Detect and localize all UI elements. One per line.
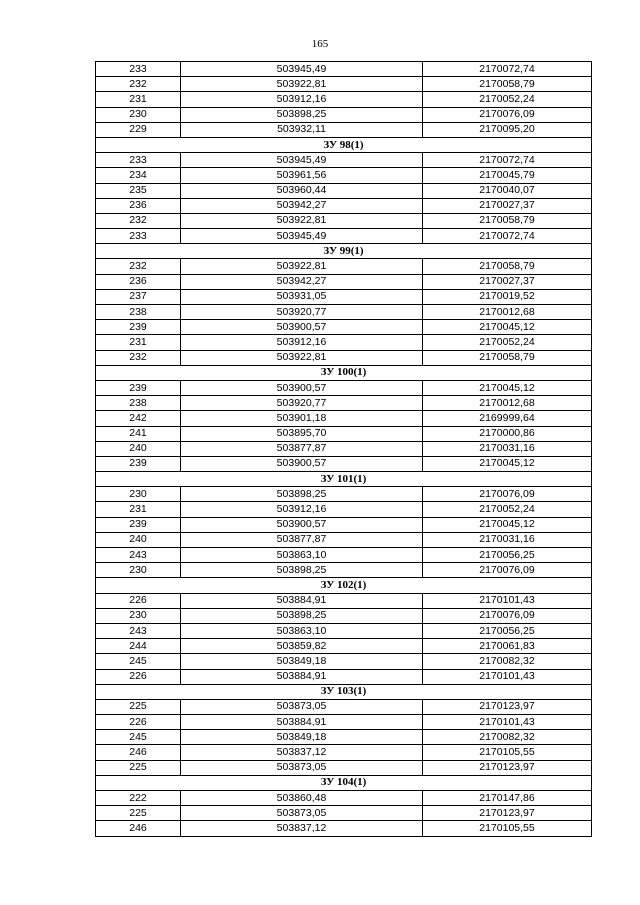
x-coordinate-cell: 503961,56 [181,168,423,183]
x-coordinate-cell: 503931,05 [181,289,423,304]
table-row [96,623,592,638]
x-coordinate-cell: 503898,25 [181,608,423,623]
x-coordinate-cell: 503900,57 [181,456,423,471]
point-number-cell: 232 [96,350,181,365]
y-coordinate-cell: 2170056,25 [423,548,592,563]
table-row [96,548,592,563]
y-coordinate-cell: 2170019,52 [423,289,592,304]
table-row [96,350,592,365]
y-coordinate-cell: 2170000,86 [423,426,592,441]
x-coordinate-cell: 503942,27 [181,198,423,213]
table-row [96,791,592,806]
table-row [96,229,592,244]
table-row [96,730,592,745]
x-coordinate-cell: 503945,49 [181,153,423,168]
point-number-cell: 230 [96,107,181,122]
point-number-cell: 225 [96,760,181,775]
table-row [96,107,592,122]
y-coordinate-cell: 2170058,79 [423,77,592,92]
coordinates-table-body [96,62,592,837]
y-coordinate-cell: 2170076,09 [423,563,592,578]
point-number-cell: 246 [96,745,181,760]
section-header-row [96,244,592,259]
table-row [96,380,592,395]
table-row [96,305,592,320]
y-coordinate-cell: 2170056,25 [423,623,592,638]
y-coordinate-cell: 2170076,09 [423,107,592,122]
y-coordinate-cell: 2170012,68 [423,305,592,320]
table-row [96,198,592,213]
x-coordinate-cell: 503898,25 [181,487,423,502]
table-row [96,259,592,274]
section-title: ЗУ 104(1) [96,775,592,790]
x-coordinate-cell: 503912,16 [181,502,423,517]
y-coordinate-cell: 2170045,79 [423,168,592,183]
table-row [96,168,592,183]
y-coordinate-cell: 2170058,79 [423,350,592,365]
y-coordinate-cell: 2170147,86 [423,791,592,806]
y-coordinate-cell: 2170061,83 [423,639,592,654]
table-row [96,153,592,168]
table-row [96,654,592,669]
point-number-cell: 226 [96,669,181,684]
x-coordinate-cell: 503877,87 [181,441,423,456]
section-title: ЗУ 99(1) [96,244,592,259]
x-coordinate-cell: 503901,18 [181,411,423,426]
point-number-cell: 238 [96,305,181,320]
table-row [96,122,592,137]
table-row [96,639,592,654]
x-coordinate-cell: 503945,49 [181,62,423,77]
table-row [96,396,592,411]
y-coordinate-cell: 2170040,07 [423,183,592,198]
point-number-cell: 241 [96,426,181,441]
y-coordinate-cell: 2170072,74 [423,229,592,244]
y-coordinate-cell: 2170101,43 [423,593,592,608]
x-coordinate-cell: 503877,87 [181,532,423,547]
x-coordinate-cell: 503942,27 [181,274,423,289]
x-coordinate-cell: 503860,48 [181,791,423,806]
table-row [96,426,592,441]
point-number-cell: 233 [96,62,181,77]
y-coordinate-cell: 2170027,37 [423,198,592,213]
point-number-cell: 229 [96,122,181,137]
table-row [96,608,592,623]
point-number-cell: 239 [96,517,181,532]
y-coordinate-cell: 2170076,09 [423,487,592,502]
y-coordinate-cell: 2170101,43 [423,669,592,684]
table-row [96,532,592,547]
section-title: ЗУ 101(1) [96,472,592,487]
table-row [96,213,592,228]
point-number-cell: 234 [96,168,181,183]
table-row [96,274,592,289]
point-number-cell: 225 [96,699,181,714]
table-row [96,593,592,608]
point-number-cell: 233 [96,229,181,244]
point-number-cell: 226 [96,715,181,730]
x-coordinate-cell: 503863,10 [181,548,423,563]
x-coordinate-cell: 503922,81 [181,259,423,274]
point-number-cell: 231 [96,502,181,517]
coordinates-table [95,61,592,837]
table-row [96,183,592,198]
y-coordinate-cell: 2170027,37 [423,274,592,289]
x-coordinate-cell: 503922,81 [181,213,423,228]
point-number-cell: 245 [96,730,181,745]
point-number-cell: 232 [96,213,181,228]
x-coordinate-cell: 503922,81 [181,350,423,365]
point-number-cell: 231 [96,335,181,350]
table-row [96,92,592,107]
x-coordinate-cell: 503849,18 [181,730,423,745]
point-number-cell: 235 [96,183,181,198]
section-header-row [96,137,592,152]
x-coordinate-cell: 503873,05 [181,806,423,821]
y-coordinate-cell: 2170058,79 [423,259,592,274]
y-coordinate-cell: 2170031,16 [423,441,592,456]
x-coordinate-cell: 503898,25 [181,563,423,578]
y-coordinate-cell: 2170012,68 [423,396,592,411]
x-coordinate-cell: 503863,10 [181,623,423,638]
y-coordinate-cell: 2170072,74 [423,153,592,168]
y-coordinate-cell: 2170052,24 [423,92,592,107]
y-coordinate-cell: 2170076,09 [423,608,592,623]
point-number-cell: 243 [96,548,181,563]
point-number-cell: 222 [96,791,181,806]
y-coordinate-cell: 2170123,97 [423,806,592,821]
point-number-cell: 239 [96,456,181,471]
y-coordinate-cell: 2170031,16 [423,532,592,547]
y-coordinate-cell: 2170045,12 [423,380,592,395]
y-coordinate-cell: 2170058,79 [423,213,592,228]
point-number-cell: 236 [96,274,181,289]
x-coordinate-cell: 503900,57 [181,320,423,335]
x-coordinate-cell: 503837,12 [181,745,423,760]
point-number-cell: 238 [96,396,181,411]
y-coordinate-cell: 2170045,12 [423,517,592,532]
section-header-row [96,365,592,380]
y-coordinate-cell: 2170082,32 [423,730,592,745]
point-number-cell: 232 [96,259,181,274]
x-coordinate-cell: 503895,70 [181,426,423,441]
table-row [96,502,592,517]
x-coordinate-cell: 503932,11 [181,122,423,137]
table-row [96,563,592,578]
y-coordinate-cell: 2170105,55 [423,745,592,760]
table-row [96,441,592,456]
x-coordinate-cell: 503837,12 [181,821,423,836]
section-header-row [96,578,592,593]
x-coordinate-cell: 503859,82 [181,639,423,654]
y-coordinate-cell: 2170052,24 [423,335,592,350]
section-header-row [96,684,592,699]
table-row [96,456,592,471]
point-number-cell: 240 [96,532,181,547]
table-row [96,699,592,714]
x-coordinate-cell: 503849,18 [181,654,423,669]
y-coordinate-cell: 2170045,12 [423,456,592,471]
x-coordinate-cell: 503898,25 [181,107,423,122]
table-row [96,669,592,684]
table-row [96,517,592,532]
table-row [96,62,592,77]
point-number-cell: 236 [96,198,181,213]
x-coordinate-cell: 503920,77 [181,305,423,320]
table-row [96,411,592,426]
x-coordinate-cell: 503884,91 [181,593,423,608]
y-coordinate-cell: 2169999,64 [423,411,592,426]
y-coordinate-cell: 2170082,32 [423,654,592,669]
point-number-cell: 240 [96,441,181,456]
y-coordinate-cell: 2170123,97 [423,760,592,775]
point-number-cell: 239 [96,320,181,335]
y-coordinate-cell: 2170105,55 [423,821,592,836]
point-number-cell: 230 [96,608,181,623]
table-row [96,77,592,92]
y-coordinate-cell: 2170052,24 [423,502,592,517]
point-number-cell: 226 [96,593,181,608]
y-coordinate-cell: 2170072,74 [423,62,592,77]
x-coordinate-cell: 503873,05 [181,760,423,775]
x-coordinate-cell: 503945,49 [181,229,423,244]
point-number-cell: 245 [96,654,181,669]
x-coordinate-cell: 503960,44 [181,183,423,198]
table-row [96,806,592,821]
x-coordinate-cell: 503884,91 [181,715,423,730]
table-row [96,715,592,730]
x-coordinate-cell: 503920,77 [181,396,423,411]
y-coordinate-cell: 2170095,20 [423,122,592,137]
table-row [96,320,592,335]
table-row [96,487,592,502]
table-row [96,289,592,304]
x-coordinate-cell: 503900,57 [181,380,423,395]
point-number-cell: 225 [96,806,181,821]
x-coordinate-cell: 503884,91 [181,669,423,684]
point-number-cell: 244 [96,639,181,654]
table-row [96,760,592,775]
point-number-cell: 232 [96,77,181,92]
point-number-cell: 230 [96,487,181,502]
section-title: ЗУ 100(1) [96,365,592,380]
x-coordinate-cell: 503900,57 [181,517,423,532]
x-coordinate-cell: 503912,16 [181,335,423,350]
table-row [96,745,592,760]
point-number-cell: 242 [96,411,181,426]
point-number-cell: 239 [96,380,181,395]
point-number-cell: 231 [96,92,181,107]
page-number: 165 [311,38,329,50]
table-row [96,335,592,350]
point-number-cell: 233 [96,153,181,168]
x-coordinate-cell: 503912,16 [181,92,423,107]
section-header-row [96,472,592,487]
point-number-cell: 243 [96,623,181,638]
y-coordinate-cell: 2170123,97 [423,699,592,714]
y-coordinate-cell: 2170101,43 [423,715,592,730]
point-number-cell: 230 [96,563,181,578]
x-coordinate-cell: 503922,81 [181,77,423,92]
section-title: ЗУ 103(1) [96,684,592,699]
y-coordinate-cell: 2170045,12 [423,320,592,335]
section-title: ЗУ 102(1) [96,578,592,593]
section-title: ЗУ 98(1) [96,137,592,152]
point-number-cell: 246 [96,821,181,836]
point-number-cell: 237 [96,289,181,304]
x-coordinate-cell: 503873,05 [181,699,423,714]
section-header-row [96,775,592,790]
table-row [96,821,592,836]
